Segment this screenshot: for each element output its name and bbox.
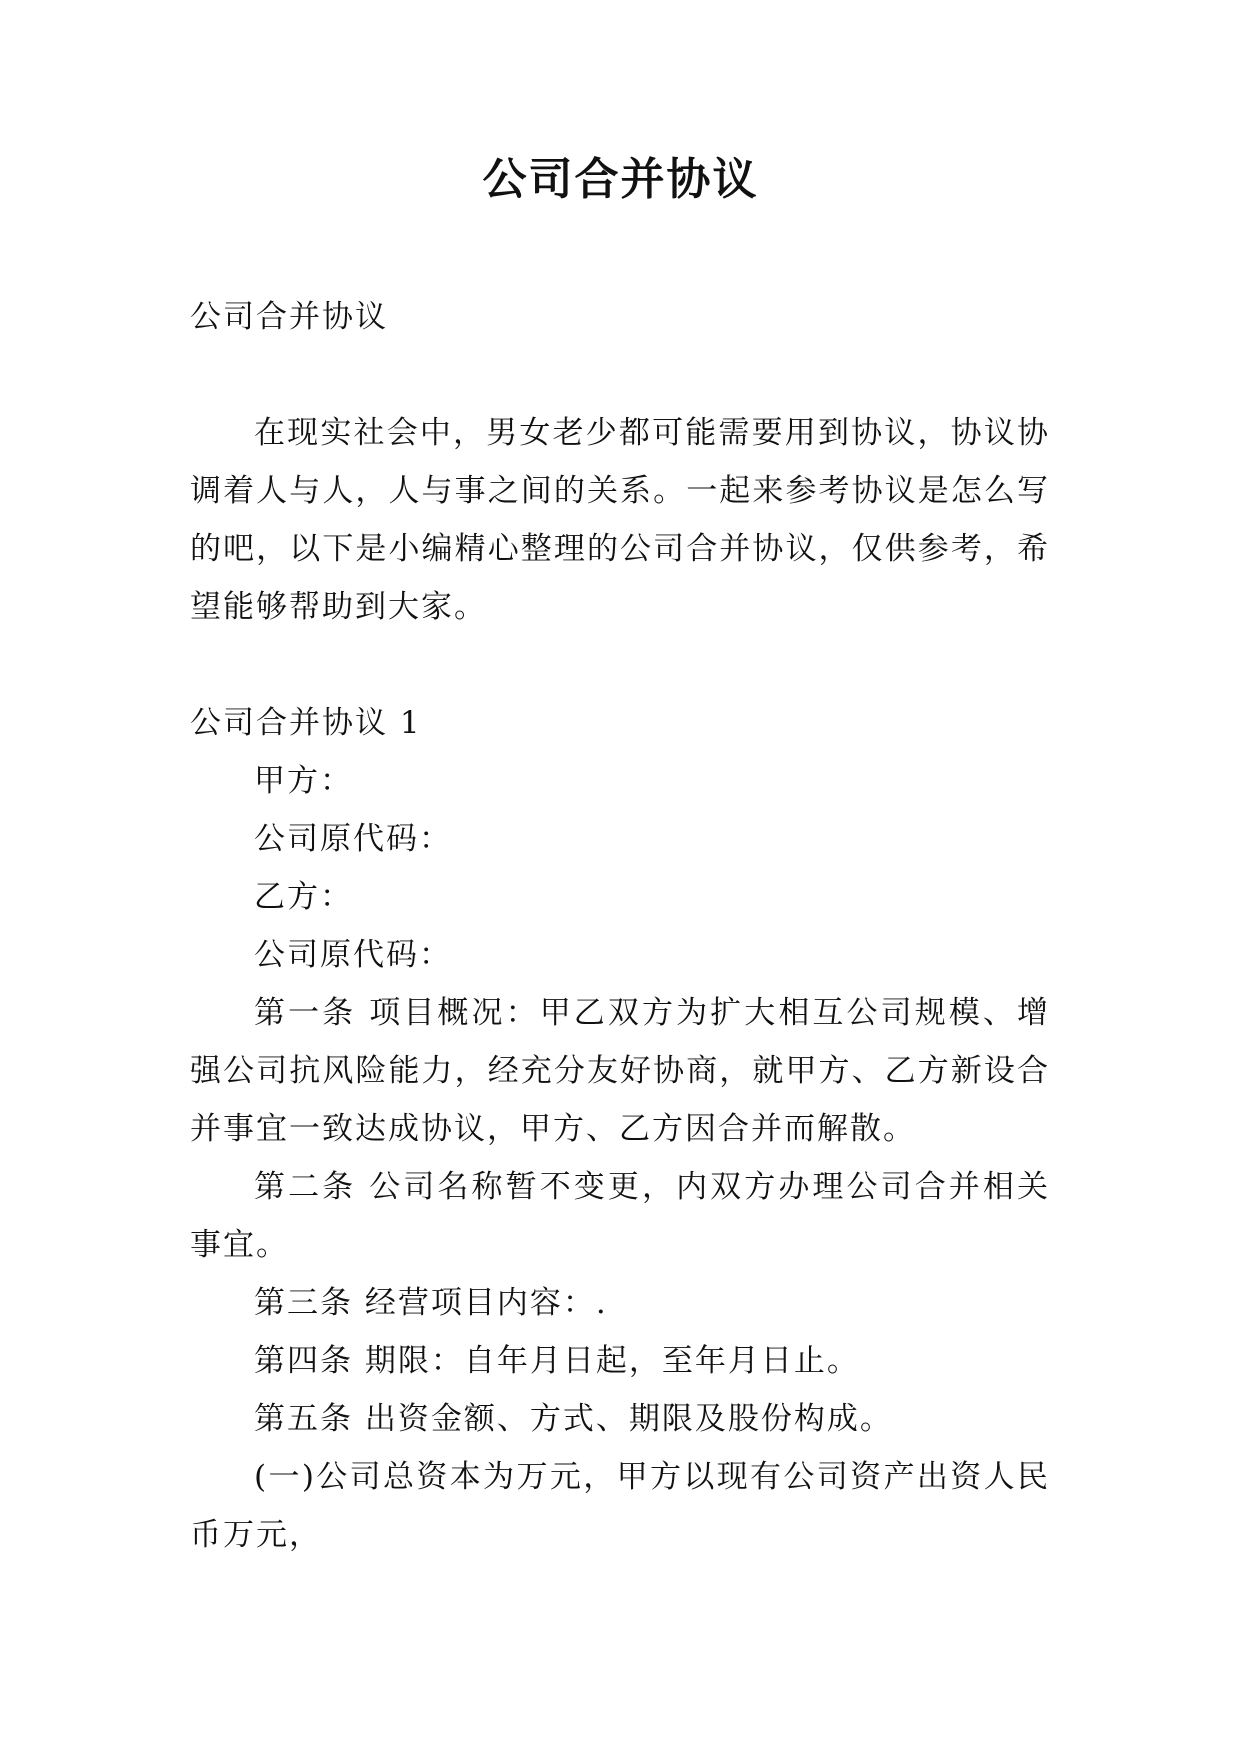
- party-b-code-label: 公司原代码：: [254, 937, 452, 973]
- article-2: 第二条 公司名称暂不变更，内双方办理公司合并相关事宜。: [190, 1169, 1050, 1263]
- intro-paragraph: 在现实社会中，男女老少都可能需要用到协议，协议协调着人与人，人与事之间的关系。一起来参考协议是怎么写的吧，以下是小编精心整理的公司合并协议，仅供参考，希望能够帮助到大家。: [190, 415, 1050, 625]
- document-title: 公司合并协议: [482, 154, 759, 205]
- article-4: 第四条 期限：自年月日起，至年月日止。: [254, 1343, 860, 1379]
- article-5: 第五条 出资金额、方式、期限及股份构成。: [254, 1401, 893, 1437]
- party-b-label: 乙方：: [254, 879, 353, 915]
- document-body: [190, 288, 1050, 1564]
- document-subtitle: 公司合并协议: [190, 299, 388, 335]
- article-3: 第三条 经营项目内容：.: [254, 1285, 608, 1321]
- party-a-label: 甲方：: [254, 763, 353, 799]
- article-1: 第一条 项目概况：甲乙双方为扩大相互公司规模、增强公司抗风险能力，经充分友好协商，就甲方、乙方新设合并事宜一致达成协议，甲方、乙方因合并而解散。: [190, 995, 1050, 1147]
- section-heading: 公司合并协议 1: [190, 705, 422, 741]
- party-a-code-label: 公司原代码：: [254, 821, 452, 857]
- article-5-item-1: (一)公司总资本为万元，甲方以现有公司资产出资人民币万元，: [190, 1459, 1050, 1553]
